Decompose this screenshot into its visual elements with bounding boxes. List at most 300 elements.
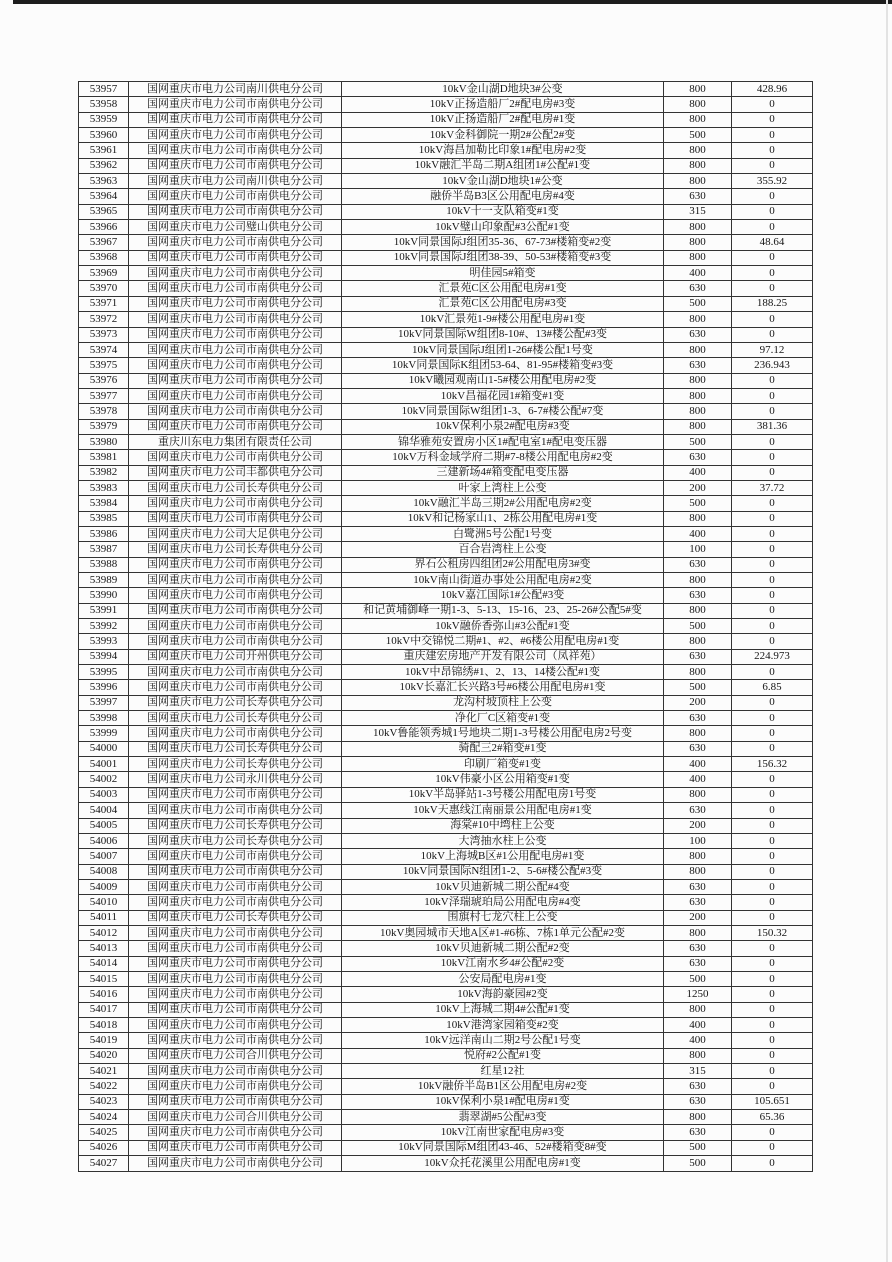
table-row — [79, 680, 813, 695]
table-row — [79, 496, 813, 511]
value-cell: 0 — [732, 1156, 813, 1172]
device-name-cell: 三建新场4#箱变配电变压器 — [342, 465, 664, 480]
device-name-cell: 10kV融汇半岛二期A组团1#公配#1变 — [342, 158, 664, 173]
capacity-cell: 400 — [664, 465, 732, 480]
value-cell: 0 — [732, 158, 813, 173]
device-name-cell: 10kV众托花溪里公用配电房#1变 — [342, 1156, 664, 1172]
device-name-cell: 百合岩湾柱上公变 — [342, 542, 664, 557]
table-row — [79, 634, 813, 649]
value-cell: 188.25 — [732, 296, 813, 311]
capacity-cell: 100 — [664, 542, 732, 557]
capacity-cell: 800 — [664, 634, 732, 649]
device-name-cell: 10kV贝迪新城二期公配#2变 — [342, 941, 664, 956]
power-transformer-table — [78, 81, 813, 1172]
capacity-cell: 800 — [664, 419, 732, 434]
device-name-cell: 10kV万科金域学府二期#7-8楼公用配电房#2变 — [342, 450, 664, 465]
row-id-cell: 53968 — [79, 250, 129, 265]
row-id-cell: 53971 — [79, 296, 129, 311]
capacity-cell: 800 — [664, 665, 732, 680]
row-id-cell: 54001 — [79, 757, 129, 772]
company-cell: 国网重庆市电力公司市南供电分公司 — [129, 665, 342, 680]
table-row — [79, 1017, 813, 1032]
row-id-cell: 53979 — [79, 419, 129, 434]
device-name-cell: 10kV保利小泉2#配电房#3变 — [342, 419, 664, 434]
value-cell: 0 — [732, 143, 813, 158]
device-name-cell: 10kV南山街道办事处公用配电房#2变 — [342, 573, 664, 588]
capacity-cell: 200 — [664, 695, 732, 710]
capacity-cell: 400 — [664, 1033, 732, 1048]
device-name-cell: 10kV金山湖D地块1#公变 — [342, 174, 664, 189]
table-row — [79, 327, 813, 342]
capacity-cell: 800 — [664, 864, 732, 879]
company-cell: 国网重庆市电力公司市南供电分公司 — [129, 1017, 342, 1032]
table-row — [79, 434, 813, 449]
table-row — [79, 956, 813, 971]
device-name-cell: 10kV融侨半岛B1区公用配电房#2变 — [342, 1079, 664, 1094]
table-row — [79, 158, 813, 173]
device-name-cell: 10kV泽瑞琥珀局公用配电房#4变 — [342, 895, 664, 910]
row-id-cell: 53963 — [79, 174, 129, 189]
capacity-cell: 630 — [664, 327, 732, 342]
table-row — [79, 250, 813, 265]
table-row — [79, 971, 813, 986]
row-id-cell: 54027 — [79, 1156, 129, 1172]
table-row — [79, 711, 813, 726]
row-id-cell: 54005 — [79, 818, 129, 833]
row-id-cell: 54020 — [79, 1048, 129, 1063]
row-id-cell: 53961 — [79, 143, 129, 158]
row-id-cell: 53999 — [79, 726, 129, 741]
company-cell: 国网重庆市电力公司南川供电分公司 — [129, 174, 342, 189]
row-id-cell: 53980 — [79, 434, 129, 449]
row-id-cell: 54008 — [79, 864, 129, 879]
table-row — [79, 358, 813, 373]
value-cell: 0 — [732, 1048, 813, 1063]
capacity-cell: 500 — [664, 1156, 732, 1172]
row-id-cell: 53970 — [79, 281, 129, 296]
device-name-cell: 10kV同景国际M组团43-46、52#楼箱变8#变 — [342, 1140, 664, 1155]
company-cell: 重庆川东电力集团有限责任公司 — [129, 434, 342, 449]
company-cell: 国网重庆市电力公司市南供电分公司 — [129, 189, 342, 204]
table-row — [79, 419, 813, 434]
company-cell: 国网重庆市电力公司市南供电分公司 — [129, 971, 342, 986]
value-cell: 0 — [732, 312, 813, 327]
row-id-cell: 53982 — [79, 465, 129, 480]
device-name-cell: 公安局配电房#1变 — [342, 971, 664, 986]
company-cell: 国网重庆市电力公司市南供电分公司 — [129, 849, 342, 864]
value-cell: 0 — [732, 281, 813, 296]
device-name-cell: 10kV天惠线江南丽景公用配电房#1变 — [342, 803, 664, 818]
capacity-cell: 630 — [664, 956, 732, 971]
value-cell: 0 — [732, 97, 813, 112]
row-id-cell: 53966 — [79, 220, 129, 235]
company-cell: 国网重庆市电力公司市南供电分公司 — [129, 404, 342, 419]
table-row — [79, 1094, 813, 1109]
value-cell: 0 — [732, 803, 813, 818]
row-id-cell: 53974 — [79, 342, 129, 357]
row-id-cell: 54017 — [79, 1002, 129, 1017]
capacity-cell: 800 — [664, 849, 732, 864]
company-cell: 国网重庆市电力公司市南供电分公司 — [129, 1156, 342, 1172]
row-id-cell: 53985 — [79, 511, 129, 526]
device-name-cell: 龙沟村坡顶柱上公变 — [342, 695, 664, 710]
company-cell: 国网重庆市电力公司市南供电分公司 — [129, 143, 342, 158]
company-cell: 国网重庆市电力公司市南供电分公司 — [129, 112, 342, 127]
row-id-cell: 53978 — [79, 404, 129, 419]
company-cell: 国网重庆市电力公司丰都供电分公司 — [129, 465, 342, 480]
value-cell: 0 — [732, 266, 813, 281]
table-row — [79, 312, 813, 327]
value-cell: 0 — [732, 818, 813, 833]
row-id-cell: 53989 — [79, 573, 129, 588]
value-cell: 0 — [732, 189, 813, 204]
device-name-cell: 界石公租房四组团2#公用配电房3#变 — [342, 557, 664, 572]
row-id-cell: 53994 — [79, 649, 129, 664]
value-cell: 0 — [732, 526, 813, 541]
device-name-cell: 大湾抽水柱上公变 — [342, 833, 664, 848]
value-cell: 428.96 — [732, 82, 813, 97]
device-name-cell: 印刷厂箱变#1变 — [342, 757, 664, 772]
company-cell: 国网重庆市电力公司市南供电分公司 — [129, 1125, 342, 1140]
company-cell: 国网重庆市电力公司市南供电分公司 — [129, 573, 342, 588]
company-cell: 国网重庆市电力公司市南供电分公司 — [129, 603, 342, 618]
company-cell: 国网重庆市电力公司合川供电分公司 — [129, 1110, 342, 1125]
value-cell: 0 — [732, 220, 813, 235]
table-row — [79, 833, 813, 848]
row-id-cell: 54016 — [79, 987, 129, 1002]
table-row — [79, 665, 813, 680]
device-name-cell: 10kV正扬造船厂2#配电房#3变 — [342, 97, 664, 112]
device-name-cell: 10kV和记杨家山1、2栋公用配电房#1变 — [342, 511, 664, 526]
device-name-cell: 10kV曦园观南山1-5#楼公用配电房#2变 — [342, 373, 664, 388]
device-name-cell: 融侨半岛B3区公用配电房#4变 — [342, 189, 664, 204]
row-id-cell: 53986 — [79, 526, 129, 541]
company-cell: 国网重庆市电力公司长寿供电分公司 — [129, 757, 342, 772]
value-cell: 0 — [732, 634, 813, 649]
capacity-cell: 100 — [664, 833, 732, 848]
value-cell: 0 — [732, 619, 813, 634]
company-cell: 国网重庆市电力公司大足供电分公司 — [129, 526, 342, 541]
table-row — [79, 1079, 813, 1094]
value-cell: 0 — [732, 1125, 813, 1140]
table-row — [79, 174, 813, 189]
capacity-cell: 500 — [664, 434, 732, 449]
device-name-cell: 红星12社 — [342, 1064, 664, 1079]
company-cell: 国网重庆市电力公司长寿供电分公司 — [129, 833, 342, 848]
company-cell: 国网重庆市电力公司市南供电分公司 — [129, 296, 342, 311]
table-row — [79, 450, 813, 465]
row-id-cell: 53967 — [79, 235, 129, 250]
scan-artifact-right-edge — [886, 0, 888, 1262]
table-row — [79, 803, 813, 818]
value-cell: 0 — [732, 741, 813, 756]
company-cell: 国网重庆市电力公司长寿供电分公司 — [129, 818, 342, 833]
capacity-cell: 630 — [664, 895, 732, 910]
device-name-cell: 10kV半岛驿站1-3号楼公用配电房1号变 — [342, 787, 664, 802]
value-cell: 105.651 — [732, 1094, 813, 1109]
value-cell: 37.72 — [732, 480, 813, 495]
value-cell: 0 — [732, 450, 813, 465]
table-row — [79, 266, 813, 281]
row-id-cell: 53988 — [79, 557, 129, 572]
company-cell: 国网重庆市电力公司市南供电分公司 — [129, 312, 342, 327]
table-row — [79, 388, 813, 403]
row-id-cell: 53973 — [79, 327, 129, 342]
table-body — [79, 82, 813, 1172]
device-name-cell: 10kV奥园城市天地A区#1-#6栋、7栋1单元公配#2变 — [342, 925, 664, 940]
capacity-cell: 400 — [664, 266, 732, 281]
company-cell: 国网重庆市电力公司市南供电分公司 — [129, 619, 342, 634]
capacity-cell: 500 — [664, 296, 732, 311]
row-id-cell: 54019 — [79, 1033, 129, 1048]
value-cell: 0 — [732, 327, 813, 342]
device-name-cell: 10kV江南世家配电房#3变 — [342, 1125, 664, 1140]
company-cell: 国网重庆市电力公司市南供电分公司 — [129, 895, 342, 910]
device-name-cell: 10kV海昌加勒比印象1#配电房#2变 — [342, 143, 664, 158]
device-name-cell: 10kV璧山印象配#3公配#1变 — [342, 220, 664, 235]
table-row — [79, 772, 813, 787]
capacity-cell: 800 — [664, 511, 732, 526]
device-name-cell: 10kV十一支队箱变#1变 — [342, 204, 664, 219]
device-name-cell: 10kV同景国际W组团8-10#、13#楼公配#3变 — [342, 327, 664, 342]
company-cell: 国网重庆市电力公司市南供电分公司 — [129, 588, 342, 603]
row-id-cell: 53984 — [79, 496, 129, 511]
row-id-cell: 53969 — [79, 266, 129, 281]
company-cell: 国网重庆市电力公司市南供电分公司 — [129, 987, 342, 1002]
capacity-cell: 800 — [664, 220, 732, 235]
table-row — [79, 235, 813, 250]
value-cell: 0 — [732, 987, 813, 1002]
company-cell: 国网重庆市电力公司市南供电分公司 — [129, 388, 342, 403]
company-cell: 国网重庆市电力公司市南供电分公司 — [129, 266, 342, 281]
capacity-cell: 800 — [664, 82, 732, 97]
value-cell: 224.973 — [732, 649, 813, 664]
scan-artifact-top-bar — [13, 0, 892, 4]
table-row — [79, 879, 813, 894]
capacity-cell: 200 — [664, 480, 732, 495]
row-id-cell: 53993 — [79, 634, 129, 649]
capacity-cell: 800 — [664, 373, 732, 388]
device-name-cell: 骑配三2#箱变#1变 — [342, 741, 664, 756]
table-row — [79, 480, 813, 495]
value-cell: 0 — [732, 204, 813, 219]
company-cell: 国网重庆市电力公司合川供电分公司 — [129, 1048, 342, 1063]
capacity-cell: 315 — [664, 204, 732, 219]
device-name-cell: 10kV嘉江国际1#公配#3变 — [342, 588, 664, 603]
value-cell: 0 — [732, 895, 813, 910]
table-row — [79, 220, 813, 235]
value-cell: 0 — [732, 971, 813, 986]
capacity-cell: 800 — [664, 1048, 732, 1063]
device-name-cell: 10kV长嘉汇长兴路3号#6楼公用配电房#1变 — [342, 680, 664, 695]
device-name-cell: 10kV金山湖D地块3#公变 — [342, 82, 664, 97]
capacity-cell: 630 — [664, 281, 732, 296]
table-row — [79, 1110, 813, 1125]
capacity-cell: 315 — [664, 1064, 732, 1079]
value-cell: 0 — [732, 588, 813, 603]
table-row — [79, 895, 813, 910]
company-cell: 国网重庆市电力公司市南供电分公司 — [129, 787, 342, 802]
company-cell: 国网重庆市电力公司市南供电分公司 — [129, 1079, 342, 1094]
capacity-cell: 800 — [664, 925, 732, 940]
row-id-cell: 53990 — [79, 588, 129, 603]
value-cell: 48.64 — [732, 235, 813, 250]
company-cell: 国网重庆市电力公司长寿供电分公司 — [129, 480, 342, 495]
device-name-cell: 净化厂C区箱变#1变 — [342, 711, 664, 726]
value-cell: 0 — [732, 1033, 813, 1048]
table-row — [79, 1033, 813, 1048]
capacity-cell: 630 — [664, 941, 732, 956]
row-id-cell: 54025 — [79, 1125, 129, 1140]
capacity-cell: 500 — [664, 128, 732, 143]
value-cell: 0 — [732, 404, 813, 419]
capacity-cell: 800 — [664, 97, 732, 112]
device-name-cell: 锦华雅苑安置房小区1#配电室1#配电变压器 — [342, 434, 664, 449]
company-cell: 国网重庆市电力公司璧山供电分公司 — [129, 220, 342, 235]
capacity-cell: 800 — [664, 250, 732, 265]
capacity-cell: 800 — [664, 342, 732, 357]
value-cell: 156.32 — [732, 757, 813, 772]
device-name-cell: 10kV正扬造船厂2#配电房#1变 — [342, 112, 664, 127]
table-row — [79, 925, 813, 940]
company-cell: 国网重庆市电力公司长寿供电分公司 — [129, 910, 342, 925]
value-cell: 0 — [732, 787, 813, 802]
value-cell: 0 — [732, 1017, 813, 1032]
table-row — [79, 128, 813, 143]
value-cell: 0 — [732, 864, 813, 879]
device-name-cell: 10kV保利小泉1#配电房#1变 — [342, 1094, 664, 1109]
row-id-cell: 53960 — [79, 128, 129, 143]
row-id-cell: 54010 — [79, 895, 129, 910]
value-cell: 0 — [732, 941, 813, 956]
capacity-cell: 800 — [664, 726, 732, 741]
value-cell: 0 — [732, 128, 813, 143]
device-name-cell: 10kV鲁能领秀城1号地块二期1-3号楼公用配电房2号变 — [342, 726, 664, 741]
device-name-cell: 10kV港湾家园箱变#2变 — [342, 1017, 664, 1032]
device-name-cell: 叶家上湾柱上公变 — [342, 480, 664, 495]
row-id-cell: 54000 — [79, 741, 129, 756]
value-cell: 0 — [732, 250, 813, 265]
device-name-cell: 10kV汇景苑1-9#楼公用配电房#1变 — [342, 312, 664, 327]
company-cell: 国网重庆市电力公司市南供电分公司 — [129, 925, 342, 940]
capacity-cell: 800 — [664, 603, 732, 618]
value-cell: 0 — [732, 956, 813, 971]
company-cell: 国网重庆市电力公司市南供电分公司 — [129, 450, 342, 465]
row-id-cell: 54002 — [79, 772, 129, 787]
table-row — [79, 695, 813, 710]
row-id-cell: 54013 — [79, 941, 129, 956]
company-cell: 国网重庆市电力公司市南供电分公司 — [129, 726, 342, 741]
company-cell: 国网重庆市电力公司市南供电分公司 — [129, 557, 342, 572]
company-cell: 国网重庆市电力公司市南供电分公司 — [129, 281, 342, 296]
value-cell: 236.943 — [732, 358, 813, 373]
capacity-cell: 630 — [664, 741, 732, 756]
company-cell: 国网重庆市电力公司市南供电分公司 — [129, 1064, 342, 1079]
device-name-cell: 10kV远洋南山二期2号公配1号变 — [342, 1033, 664, 1048]
row-id-cell: 53975 — [79, 358, 129, 373]
capacity-cell: 630 — [664, 588, 732, 603]
capacity-cell: 400 — [664, 772, 732, 787]
value-cell: 6.85 — [732, 680, 813, 695]
table-row — [79, 204, 813, 219]
row-id-cell: 54006 — [79, 833, 129, 848]
capacity-cell: 630 — [664, 189, 732, 204]
table-row — [79, 511, 813, 526]
company-cell: 国网重庆市电力公司长寿供电分公司 — [129, 542, 342, 557]
table-row — [79, 557, 813, 572]
value-cell: 0 — [732, 1064, 813, 1079]
device-name-cell: 10kV江南水乡4#公配#2变 — [342, 956, 664, 971]
row-id-cell: 53957 — [79, 82, 129, 97]
company-cell: 国网重庆市电力公司市南供电分公司 — [129, 956, 342, 971]
row-id-cell: 53998 — [79, 711, 129, 726]
device-name-cell: 10kV中昂锦绣#1、2、13、14楼公配#1变 — [342, 665, 664, 680]
company-cell: 国网重庆市电力公司市南供电分公司 — [129, 1002, 342, 1017]
company-cell: 国网重庆市电力公司市南供电分公司 — [129, 235, 342, 250]
table-row — [79, 726, 813, 741]
table-row — [79, 741, 813, 756]
value-cell: 0 — [732, 542, 813, 557]
row-id-cell: 54026 — [79, 1140, 129, 1155]
capacity-cell: 800 — [664, 1002, 732, 1017]
device-name-cell: 白鹭洲5号公配1号变 — [342, 526, 664, 541]
row-id-cell: 54022 — [79, 1079, 129, 1094]
value-cell: 0 — [732, 833, 813, 848]
device-name-cell: 汇景苑C区公用配电房#1变 — [342, 281, 664, 296]
company-cell: 国网重庆市电力公司长寿供电分公司 — [129, 741, 342, 756]
company-cell: 国网重庆市电力公司市南供电分公司 — [129, 511, 342, 526]
row-id-cell: 54015 — [79, 971, 129, 986]
table-row — [79, 281, 813, 296]
row-id-cell: 54012 — [79, 925, 129, 940]
company-cell: 国网重庆市电力公司市南供电分公司 — [129, 1140, 342, 1155]
capacity-cell: 630 — [664, 450, 732, 465]
company-cell: 国网重庆市电力公司市南供电分公司 — [129, 358, 342, 373]
table-row — [79, 143, 813, 158]
value-cell: 0 — [732, 1079, 813, 1094]
capacity-cell: 630 — [664, 1125, 732, 1140]
company-cell: 国网重庆市电力公司长寿供电分公司 — [129, 695, 342, 710]
row-id-cell: 53965 — [79, 204, 129, 219]
row-id-cell: 54021 — [79, 1064, 129, 1079]
row-id-cell: 53959 — [79, 112, 129, 127]
value-cell: 0 — [732, 665, 813, 680]
row-id-cell: 53983 — [79, 480, 129, 495]
value-cell: 0 — [732, 772, 813, 787]
table-row — [79, 864, 813, 879]
row-id-cell: 53962 — [79, 158, 129, 173]
company-cell: 国网重庆市电力公司市南供电分公司 — [129, 97, 342, 112]
table-row — [79, 818, 813, 833]
row-id-cell: 54003 — [79, 787, 129, 802]
device-name-cell: 10kV融汇半岛三期2#公用配电房#2变 — [342, 496, 664, 511]
capacity-cell: 630 — [664, 803, 732, 818]
capacity-cell: 800 — [664, 112, 732, 127]
capacity-cell: 500 — [664, 680, 732, 695]
capacity-cell: 800 — [664, 573, 732, 588]
table-row — [79, 987, 813, 1002]
device-name-cell: 10kV同景国际J组团1-26#楼公配1号变 — [342, 342, 664, 357]
company-cell: 国网重庆市电力公司市南供电分公司 — [129, 204, 342, 219]
company-cell: 国网重庆市电力公司市南供电分公司 — [129, 1033, 342, 1048]
row-id-cell: 53996 — [79, 680, 129, 695]
value-cell: 150.32 — [732, 925, 813, 940]
device-name-cell: 10kV同景国际W组团1-3、6-7#楼公配#7变 — [342, 404, 664, 419]
device-name-cell: 和记黄埔御峰一期1-3、5-13、15-16、23、25-26#公配5#变 — [342, 603, 664, 618]
device-name-cell: 明佳园5#箱变 — [342, 266, 664, 281]
device-name-cell: 汇景苑C区公用配电房#3变 — [342, 296, 664, 311]
company-cell: 国网重庆市电力公司长寿供电分公司 — [129, 711, 342, 726]
